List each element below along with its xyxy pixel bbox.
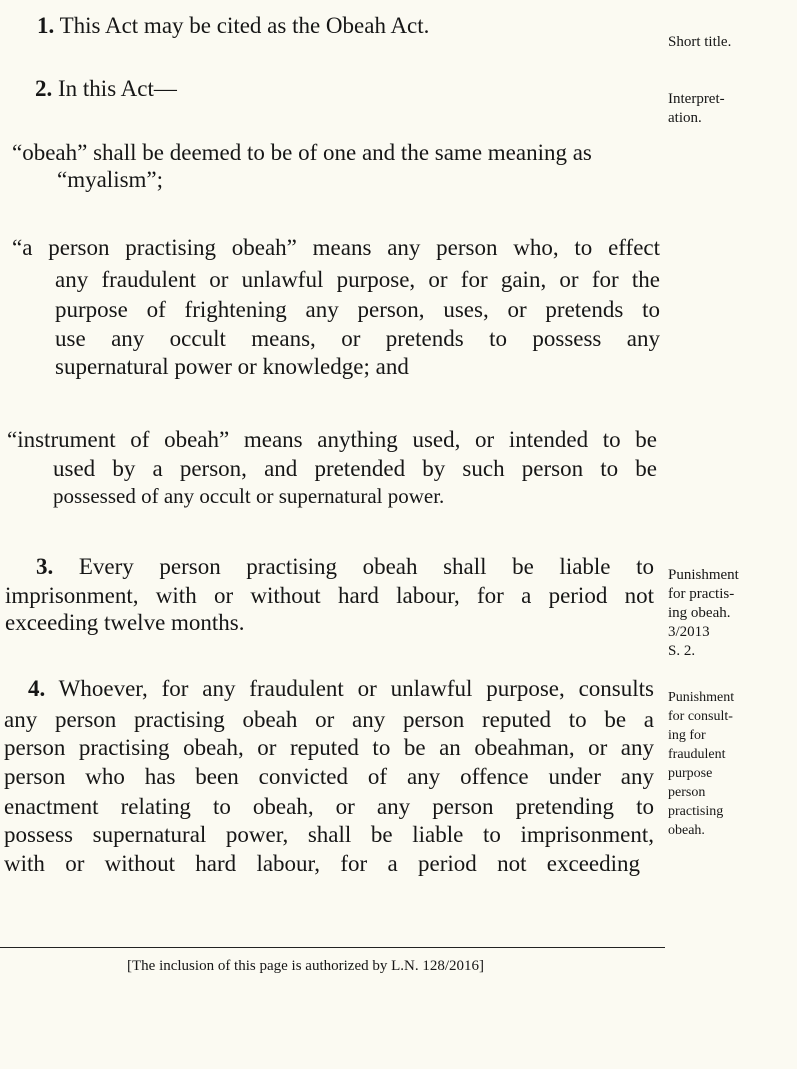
margin-line: obeah.: [668, 823, 705, 838]
section-number: 1.: [37, 13, 55, 38]
section-3-line: exceeding twelve months.: [5, 610, 245, 635]
margin-line: person: [668, 785, 706, 800]
margin-line: purpose: [668, 766, 713, 781]
section-4-line: person practising obeah, or reputed to be an obeahman, or any: [4, 735, 654, 760]
definition-instrument-line: used by a person, and pretended by such person to be: [53, 456, 657, 481]
margin-note-interpretation: [668, 90, 725, 128]
section-number: 3.: [36, 554, 54, 579]
section-4-line: person who has been convicted of any offence under any: [4, 764, 654, 789]
definition-practising-line: “a person practising obeah” means any person who, to effect: [12, 235, 660, 260]
section-2: [35, 75, 177, 103]
margin-line: Short title.: [668, 34, 732, 50]
section-4-line: [28, 675, 654, 703]
section-3-line: imprisonment, with or without hard labour, for a period not: [5, 583, 654, 608]
section-4-line: enactment relating to obeah, or any person pretending to: [4, 794, 654, 819]
definition-obeah-line: “myalism”;: [57, 167, 164, 192]
section-4-line: possess supernatural power, shall be liable to imprisonment,: [4, 822, 654, 847]
definition-practising-line: supernatural power or knowledge; and: [55, 354, 409, 379]
section-4-line: any person practising obeah or any person reputed to be a: [4, 707, 654, 732]
margin-line: ing for: [668, 728, 706, 743]
margin-line: S. 2.: [668, 643, 696, 659]
margin-line: Punishment: [668, 690, 735, 705]
margin-note-punishment-consulting: [668, 688, 734, 840]
definition-instrument-line: possessed of any occult or supernatural power.: [53, 484, 445, 508]
margin-line: ing obeah.: [668, 605, 731, 621]
section-text: Every person practising obeah shall be liable to: [78, 554, 655, 579]
section-number: 2.: [35, 76, 53, 101]
section-number: 4.: [28, 676, 46, 701]
margin-line: fraudulent: [668, 747, 726, 762]
definition-instrument-line: “instrument of obeah” means anything used, or intended to be: [7, 427, 657, 452]
margin-line: 3/2013: [668, 624, 710, 640]
margin-line: Interpret-: [668, 91, 725, 107]
definition-practising-line: use any occult means, or pretends to possess any: [55, 326, 660, 351]
margin-line: practising: [668, 804, 724, 819]
section-text: This Act may be cited as the Obeah Act.: [59, 13, 430, 38]
margin-note-short-title: [668, 33, 731, 52]
section-text: Whoever, for any fraudulent or unlawful purpose, consults: [58, 676, 654, 701]
footer-rule: [0, 947, 665, 948]
margin-line: for practis-: [668, 586, 735, 602]
definition-practising-line: any fraudulent or unlawful purpose, or for gain, or for the: [55, 267, 660, 292]
section-text: In this Act—: [58, 76, 177, 101]
footer-authorization: [The inclusion of this page is authorized by L.N. 128/2016]: [127, 958, 485, 974]
section-3-line: [36, 553, 654, 581]
margin-note-punishment-practising: [668, 566, 739, 661]
margin-line: for consult-: [668, 709, 733, 724]
section-1: [37, 12, 429, 40]
margin-line: Punishment: [668, 567, 739, 583]
margin-line: ation.: [668, 110, 702, 126]
definition-practising-line: purpose of frightening any person, uses, or pretends to: [55, 297, 660, 322]
definition-obeah-line: “obeah” shall be deemed to be of one and the same meaning as: [12, 140, 592, 165]
section-4-line: with or without hard labour, for a period not exceeding: [4, 851, 640, 876]
